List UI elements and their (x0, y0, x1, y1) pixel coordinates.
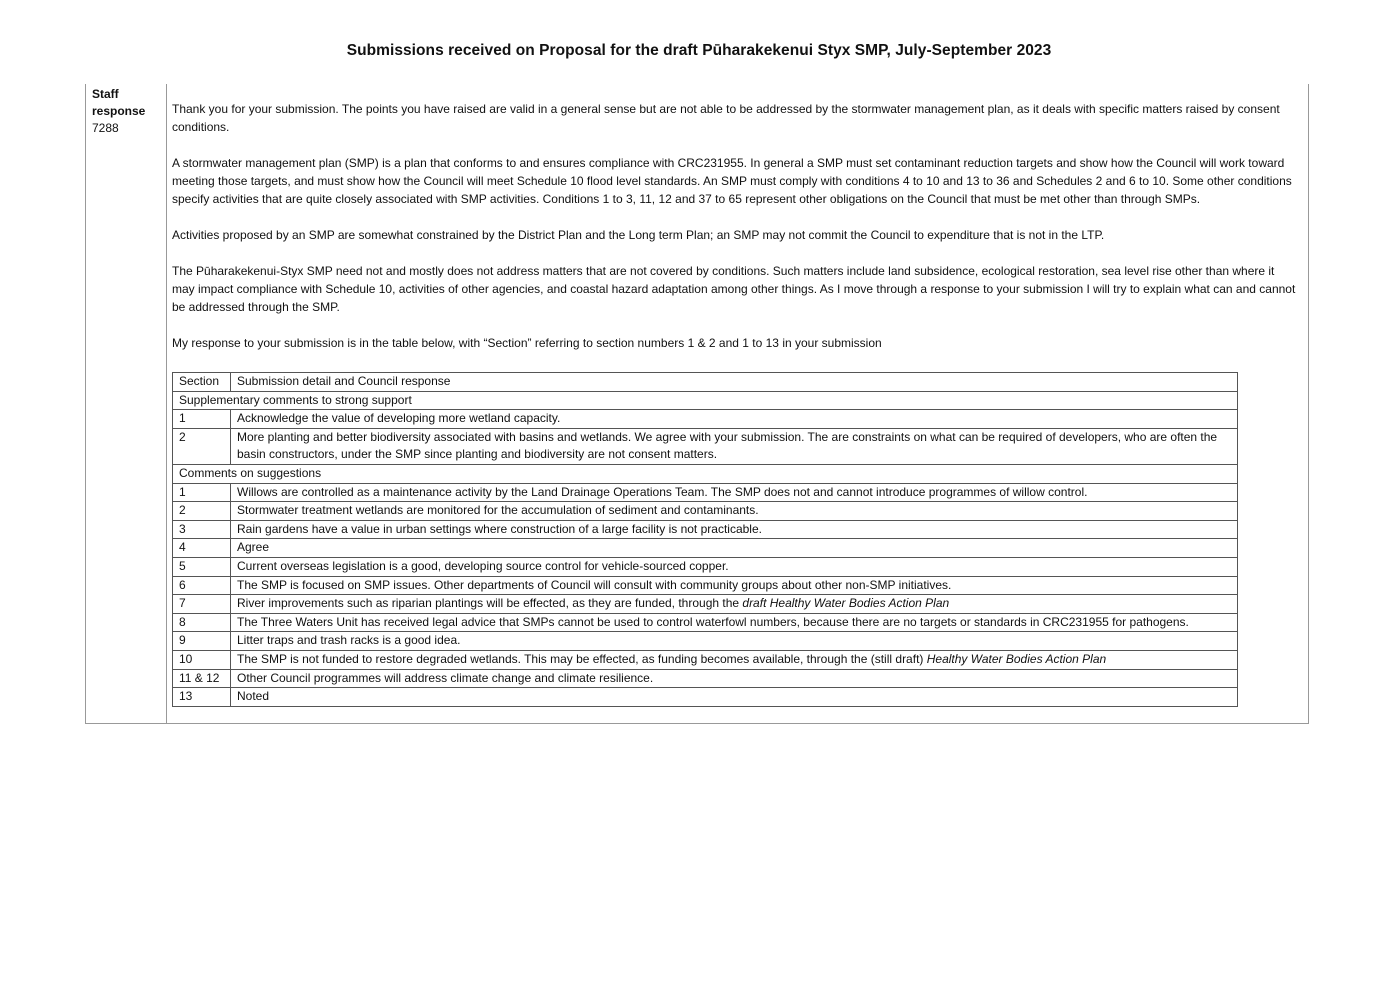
row-detail: The Three Waters Unit has received legal advice that SMPs cannot be used to control waterfowl numbers, because there are no targets or standards in CRC231955 for pathogens. (231, 613, 1238, 632)
header-section: Section (173, 373, 231, 392)
response-table (172, 372, 1238, 707)
row-detail-mixed (231, 595, 1238, 614)
row-detail: Acknowledge the value of developing more wetland capacity. (231, 410, 1238, 429)
row-detail: Other Council programmes will address climate change and climate resilience. (231, 669, 1238, 688)
row-detail: Stormwater treatment wetlands are monitored for the accumulation of sediment and contaminants. (231, 502, 1238, 521)
row-detail: Rain gardens have a value in urban settings where construction of a large facility is not practicable. (231, 520, 1238, 539)
row-detail: Litter traps and trash racks is a good idea. (231, 632, 1238, 651)
table-row (173, 613, 1238, 632)
table-row (173, 669, 1238, 688)
paragraph: Thank you for your submission. The points you have raised are valid in a general sense but are not able to be addressed by the stormwater management plan, as it deals with specific matters raised by consent conditions. (172, 102, 1280, 134)
table-row (173, 557, 1238, 576)
group-row (173, 464, 1238, 483)
row-section: 8 (173, 613, 231, 632)
table-row (173, 576, 1238, 595)
paragraph: Activities proposed by an SMP are somewhat constrained by the District Plan and the Long term Plan; an SMP may not commit the Council to expenditure that is not in the LTP. (172, 228, 1105, 242)
row-detail: Current overseas legislation is a good, developing source control for vehicle-sourced copper. (231, 557, 1238, 576)
paragraph: The Pūharakekenui-Styx SMP need not and mostly does not address matters that are not covered by conditions. Such matters include land subsidence, ecological restoration, sea level rise other than where it may impact compliance with Schedule 10, activities of other agencies, and coastal hazard adaptation among other things. As I move through a response to your submission I will try to explain what can and cannot be addressed through the SMP. (172, 264, 1296, 314)
row-section: 2 (173, 428, 231, 464)
table-row (173, 483, 1238, 502)
column-divider (166, 84, 167, 723)
header-detail: Submission detail and Council response (231, 373, 1238, 392)
response-body (172, 100, 1297, 370)
row-section: 7 (173, 595, 231, 614)
row-section: 10 (173, 650, 231, 669)
row-section: 4 (173, 539, 231, 558)
row-detail-mixed (231, 650, 1238, 669)
row-section: 3 (173, 520, 231, 539)
table-row (173, 410, 1238, 429)
label-response: response (92, 104, 146, 118)
paragraph: A stormwater management plan (SMP) is a plan that conforms to and ensures compliance with CRC231955. In general a SMP must set contaminant reduction targets and show how the Council will work toward meeting those targets, and must show how the Council will meet Schedule 10 flood level standards. An SMP must comply with conditions 4 to 10 and 13 to 36 and Schedules 2 and 6 to 10. Some other conditions specify activities that are quite closely associated with SMP activities. Conditions 1 to 3, 11, 12 and 37 to 65 represent other obligations on the Council that must be met other than through SMPs. (172, 156, 1292, 206)
page-title: Submissions received on Proposal for the draft Pūharakekenui Styx SMP, July-September 2023 (346, 42, 1052, 59)
table-row (173, 632, 1238, 651)
row-section: 13 (173, 688, 231, 707)
row-section: 6 (173, 576, 231, 595)
table-row (173, 520, 1238, 539)
table-row (173, 595, 1238, 614)
table-row (173, 428, 1238, 464)
row-section: 1 (173, 483, 231, 502)
row-label (92, 86, 162, 137)
row-section: 2 (173, 502, 231, 521)
row-detail-text: The SMP is not funded to restore degraded wetlands. This may be effected, as funding becomes available, through the (still draft) (237, 651, 927, 666)
row-detail: The SMP is focused on SMP issues. Other departments of Council will consult with community groups about other non-SMP initiatives. (231, 576, 1238, 595)
table-row (173, 688, 1238, 707)
row-detail: Agree (231, 539, 1238, 558)
label-id: 7288 (92, 121, 119, 135)
group-heading: Comments on suggestions (173, 464, 1238, 483)
row-detail: Noted (231, 688, 1238, 707)
group-row (173, 391, 1238, 410)
group-heading: Supplementary comments to strong support (173, 391, 1238, 410)
table-row (173, 539, 1238, 558)
row-section: 1 (173, 410, 231, 429)
row-detail: More planting and better biodiversity associated with basins and wetlands. We agree with your submission. The are constraints on what can be required of developers, who are often the basin constructors, under the SMP since planting and biodiversity are not consent matters. (231, 428, 1238, 464)
row-detail-text: River improvements such as riparian plantings will be effected, as they are funded, through the (237, 596, 743, 611)
plan-title-italic: draft Healthy Water Bodies Action Plan (742, 596, 950, 611)
response-panel (85, 84, 1309, 724)
table-header-row (173, 373, 1238, 392)
label-staff: Staff (92, 87, 119, 101)
table-row (173, 650, 1238, 669)
plan-title-italic: Healthy Water Bodies Action Plan (926, 651, 1107, 666)
row-detail: Willows are controlled as a maintenance activity by the Land Drainage Operations Team. The SMP does not and cannot introduce programmes of willow control. (231, 483, 1238, 502)
paragraph: My response to your submission is in the table below, with “Section” referring to section numbers 1 & 2 and 1 to 13 in your submission (172, 336, 882, 350)
row-section: 11 & 12 (173, 669, 231, 688)
row-section: 9 (173, 632, 231, 651)
row-section: 5 (173, 557, 231, 576)
table-row (173, 502, 1238, 521)
